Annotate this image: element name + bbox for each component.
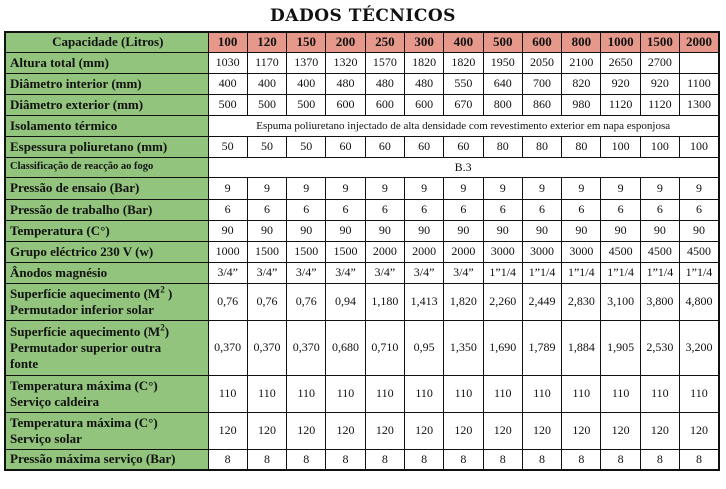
cell-value: 120 xyxy=(287,412,326,449)
cell-value: 8 xyxy=(287,449,326,470)
cell-value: 800 xyxy=(483,94,522,115)
cell-value: 0,76 xyxy=(287,283,326,320)
row-label: Altura total (mm) xyxy=(5,52,208,73)
cell-value: 1030 xyxy=(208,52,247,73)
cell-value: 2100 xyxy=(562,52,601,73)
row-label-part: Permutador superior outra xyxy=(10,339,162,355)
cell-value: 9 xyxy=(680,177,719,199)
cell-value: 1,180 xyxy=(365,283,404,320)
cell-value: 8 xyxy=(483,449,522,470)
cell-value: 980 xyxy=(562,94,601,115)
cell-value: 100 xyxy=(640,136,679,157)
cell-value: 60 xyxy=(365,136,404,157)
cell-value: 120 xyxy=(247,412,286,449)
cell-value: 8 xyxy=(601,449,640,470)
cell-value: 3/4” xyxy=(404,262,443,283)
cell-value: 110 xyxy=(365,375,404,412)
cell-value: 1,789 xyxy=(522,320,561,375)
cell-value: 90 xyxy=(247,220,286,241)
cell-value: 8 xyxy=(680,449,719,470)
cell-value: 920 xyxy=(640,73,679,94)
row-label-superscript: 2 xyxy=(160,322,165,333)
capacity-value: 400 xyxy=(444,32,483,52)
cell-value: 90 xyxy=(483,220,522,241)
cell-value: 120 xyxy=(601,412,640,449)
cell-value: 6 xyxy=(562,199,601,220)
cell-value: 3,200 xyxy=(680,320,719,375)
cell-value: 600 xyxy=(404,94,443,115)
cell-value: 100 xyxy=(601,136,640,157)
cell-value: 3/4” xyxy=(365,262,404,283)
table-row-pens xyxy=(5,177,719,199)
cell-value: 100 xyxy=(680,136,719,157)
cell-value: 90 xyxy=(640,220,679,241)
cell-value: 90 xyxy=(404,220,443,241)
cell-value: 90 xyxy=(601,220,640,241)
cell-value: 1300 xyxy=(680,94,719,115)
cell-value: 8 xyxy=(208,449,247,470)
row-label xyxy=(5,375,208,412)
cell-value: 120 xyxy=(444,412,483,449)
cell-value: 6 xyxy=(326,199,365,220)
cell-value: 500 xyxy=(247,94,286,115)
cell-value: 50 xyxy=(247,136,286,157)
cell-value: 3000 xyxy=(562,241,601,262)
cell-value: 6 xyxy=(247,199,286,220)
cell-value: 2,449 xyxy=(522,283,561,320)
cell-value: 700 xyxy=(522,73,561,94)
row-label: Espessura poliuretano (mm) xyxy=(5,136,208,157)
cell-value: 400 xyxy=(287,73,326,94)
cell-value: 480 xyxy=(404,73,443,94)
cell-value: 9 xyxy=(208,177,247,199)
cell-value: 8 xyxy=(326,449,365,470)
cell-value: 1”1/4 xyxy=(483,262,522,283)
cell-value: 8 xyxy=(365,449,404,470)
cell-value: 6 xyxy=(287,199,326,220)
row-label-part: Temperatura máxima (C°) xyxy=(10,377,158,393)
cell-value: 1,413 xyxy=(404,283,443,320)
table-row-ptrab xyxy=(5,199,719,220)
cell-value: 2000 xyxy=(404,241,443,262)
row-label xyxy=(5,283,208,320)
row-label: Grupo eléctrico 230 V (w) xyxy=(5,241,208,262)
row-label: Ânodos magnésio xyxy=(5,262,208,283)
cell-value: 6 xyxy=(483,199,522,220)
cell-value: 60 xyxy=(444,136,483,157)
cell-value: 6 xyxy=(680,199,719,220)
cell-value: 1820 xyxy=(444,52,483,73)
cell-value: 120 xyxy=(680,412,719,449)
cell-value: 0,95 xyxy=(404,320,443,375)
cell-value: 120 xyxy=(365,412,404,449)
row-label-part: Serviço solar xyxy=(10,430,82,446)
cell-value: 2000 xyxy=(444,241,483,262)
cell-value: 0,94 xyxy=(326,283,365,320)
cell-value: 1”1/4 xyxy=(640,262,679,283)
row-label: Isolamento térmico xyxy=(5,115,208,136)
cell-value: 80 xyxy=(522,136,561,157)
cell-value: 120 xyxy=(404,412,443,449)
cell-value: 0,76 xyxy=(208,283,247,320)
table-row-anodos xyxy=(5,262,719,283)
cell-value: 90 xyxy=(522,220,561,241)
cell-value: 90 xyxy=(365,220,404,241)
cell-value: 3/4” xyxy=(287,262,326,283)
cell-value: 500 xyxy=(208,94,247,115)
cell-value: 6 xyxy=(404,199,443,220)
table-row-tmax-sol xyxy=(5,412,719,449)
capacity-value: 100 xyxy=(208,32,247,52)
cell-value: 80 xyxy=(483,136,522,157)
row-label-part: ) xyxy=(164,323,170,339)
table-row-cap xyxy=(5,32,719,52)
cell-value: 1120 xyxy=(601,94,640,115)
cell-value: 3000 xyxy=(483,241,522,262)
row-label: Diâmetro exterior (mm) xyxy=(5,94,208,115)
cell-value: 1”1/4 xyxy=(680,262,719,283)
cell-value: 1500 xyxy=(326,241,365,262)
cell-value: 110 xyxy=(247,375,286,412)
cell-value: 60 xyxy=(326,136,365,157)
cell-value: 120 xyxy=(562,412,601,449)
capacity-value: 300 xyxy=(404,32,443,52)
table-row-cls xyxy=(5,157,719,177)
cell-value: 2000 xyxy=(365,241,404,262)
cell-value: 6 xyxy=(208,199,247,220)
cell-value: 8 xyxy=(640,449,679,470)
cell-value: 9 xyxy=(365,177,404,199)
row-label-superscript: 2 xyxy=(160,284,165,295)
cell-value: 120 xyxy=(483,412,522,449)
row-label: Pressão de trabalho (Bar) xyxy=(5,199,208,220)
cell-value: 9 xyxy=(444,177,483,199)
cell-value: 1100 xyxy=(680,73,719,94)
capacity-value: 2000 xyxy=(680,32,719,52)
cell-value: 120 xyxy=(522,412,561,449)
cell-value: 4500 xyxy=(680,241,719,262)
cell-value: 50 xyxy=(208,136,247,157)
cell-value: 1,905 xyxy=(601,320,640,375)
row-label xyxy=(5,412,208,449)
row-label xyxy=(5,320,208,375)
cell-value: 2050 xyxy=(522,52,561,73)
cell-value: 90 xyxy=(208,220,247,241)
capacity-value: 200 xyxy=(326,32,365,52)
cell-value: 8 xyxy=(444,449,483,470)
cell-value: 820 xyxy=(562,73,601,94)
capacity-value: 1000 xyxy=(601,32,640,52)
row-label-part: fonte xyxy=(10,355,39,371)
cell-value: 500 xyxy=(287,94,326,115)
cell-value: 4,800 xyxy=(680,283,719,320)
cell-value: 1570 xyxy=(365,52,404,73)
cell-value: 110 xyxy=(680,375,719,412)
row-label-part: Superfície aquecimento (M xyxy=(10,285,161,301)
cell-value: 9 xyxy=(640,177,679,199)
cell-value: 400 xyxy=(247,73,286,94)
cell-value: 9 xyxy=(483,177,522,199)
cell-value: 8 xyxy=(404,449,443,470)
row-spanning-value: B.3 xyxy=(208,157,719,177)
cell-value: 8 xyxy=(522,449,561,470)
row-label: Pressão máxima serviço (Bar) xyxy=(5,449,208,470)
capacity-value: 600 xyxy=(522,32,561,52)
cell-value: 3000 xyxy=(522,241,561,262)
cell-empty xyxy=(680,52,719,73)
cell-value: 2,260 xyxy=(483,283,522,320)
cell-value: 6 xyxy=(522,199,561,220)
row-spanning-value: Espuma poliuretano injectado de alta densidade com revestimento exterior em napa esponjosa xyxy=(208,115,719,136)
cell-value: 6 xyxy=(601,199,640,220)
cell-value: 90 xyxy=(562,220,601,241)
capacity-value: 250 xyxy=(365,32,404,52)
cell-value: 60 xyxy=(404,136,443,157)
table-row-sup-inf xyxy=(5,283,719,320)
cell-value: 110 xyxy=(326,375,365,412)
cell-value: 110 xyxy=(287,375,326,412)
cell-value: 4500 xyxy=(640,241,679,262)
table-row-tmax-cald xyxy=(5,375,719,412)
cell-value: 4500 xyxy=(601,241,640,262)
cell-value: 0,76 xyxy=(247,283,286,320)
capacity-value: 500 xyxy=(483,32,522,52)
cell-value: 1,820 xyxy=(444,283,483,320)
cell-value: 1950 xyxy=(483,52,522,73)
table-row-sup-sup xyxy=(5,320,719,375)
cell-value: 640 xyxy=(483,73,522,94)
cell-value: 9 xyxy=(247,177,286,199)
cell-value: 120 xyxy=(640,412,679,449)
cell-value: 600 xyxy=(326,94,365,115)
cell-value: 9 xyxy=(404,177,443,199)
technical-data-table xyxy=(4,31,720,471)
table-row-grupo xyxy=(5,241,719,262)
cell-value: 1170 xyxy=(247,52,286,73)
cell-value: 670 xyxy=(444,94,483,115)
cell-value: 400 xyxy=(208,73,247,94)
cell-value: 3/4” xyxy=(247,262,286,283)
cell-value: 1,350 xyxy=(444,320,483,375)
cell-value: 9 xyxy=(562,177,601,199)
cell-value: 1500 xyxy=(287,241,326,262)
row-label-part: Temperatura máxima (C°) xyxy=(10,414,158,430)
cell-value: 9 xyxy=(601,177,640,199)
cell-value: 0,370 xyxy=(247,320,286,375)
capacity-value: 150 xyxy=(287,32,326,52)
cell-value: 0,680 xyxy=(326,320,365,375)
cell-value: 920 xyxy=(601,73,640,94)
capacity-label: Capacidade (Litros) xyxy=(5,32,208,52)
capacity-value: 120 xyxy=(247,32,286,52)
cell-value: 110 xyxy=(522,375,561,412)
row-label-part: Superfície aquecimento (M xyxy=(10,323,161,339)
cell-value: 1500 xyxy=(247,241,286,262)
cell-value: 90 xyxy=(680,220,719,241)
cell-value: 120 xyxy=(326,412,365,449)
cell-value: 1”1/4 xyxy=(562,262,601,283)
cell-value: 2,530 xyxy=(640,320,679,375)
cell-value: 120 xyxy=(208,412,247,449)
cell-value: 9 xyxy=(522,177,561,199)
capacity-value: 800 xyxy=(562,32,601,52)
table-row-dint xyxy=(5,73,719,94)
cell-value: 1”1/4 xyxy=(522,262,561,283)
table-row-altura xyxy=(5,52,719,73)
cell-value: 1120 xyxy=(640,94,679,115)
cell-value: 550 xyxy=(444,73,483,94)
cell-value: 90 xyxy=(287,220,326,241)
cell-value: 1320 xyxy=(326,52,365,73)
cell-value: 600 xyxy=(365,94,404,115)
row-label-part: Permutador inferior solar xyxy=(10,301,154,317)
row-label-part: Serviço caldeira xyxy=(10,393,100,409)
row-label: Diâmetro interior (mm) xyxy=(5,73,208,94)
row-label-part: ) xyxy=(164,285,173,301)
cell-value: 1370 xyxy=(287,52,326,73)
cell-value: 3/4” xyxy=(444,262,483,283)
cell-value: 6 xyxy=(444,199,483,220)
cell-value: 80 xyxy=(562,136,601,157)
cell-value: 110 xyxy=(562,375,601,412)
cell-value: 110 xyxy=(483,375,522,412)
cell-value: 8 xyxy=(247,449,286,470)
table-row-iso xyxy=(5,115,719,136)
cell-value: 6 xyxy=(640,199,679,220)
cell-value: 1820 xyxy=(404,52,443,73)
cell-value: 2,830 xyxy=(562,283,601,320)
table-row-pmax xyxy=(5,449,719,470)
cell-value: 3/4” xyxy=(326,262,365,283)
cell-value: 1”1/4 xyxy=(601,262,640,283)
cell-value: 1,884 xyxy=(562,320,601,375)
cell-value: 3/4” xyxy=(208,262,247,283)
cell-value: 110 xyxy=(404,375,443,412)
row-label: Temperatura (C°) xyxy=(5,220,208,241)
cell-value: 2700 xyxy=(640,52,679,73)
table-row-esp xyxy=(5,136,719,157)
cell-value: 1000 xyxy=(208,241,247,262)
row-label: Classificação de reacção ao fogo xyxy=(5,157,208,177)
cell-value: 9 xyxy=(287,177,326,199)
cell-value: 90 xyxy=(444,220,483,241)
capacity-value: 1500 xyxy=(640,32,679,52)
cell-value: 9 xyxy=(326,177,365,199)
cell-value: 110 xyxy=(601,375,640,412)
cell-value: 1,690 xyxy=(483,320,522,375)
cell-value: 110 xyxy=(208,375,247,412)
cell-value: 8 xyxy=(562,449,601,470)
cell-value: 6 xyxy=(365,199,404,220)
cell-value: 3,100 xyxy=(601,283,640,320)
cell-value: 90 xyxy=(326,220,365,241)
cell-value: 3,800 xyxy=(640,283,679,320)
cell-value: 50 xyxy=(287,136,326,157)
row-label: Pressão de ensaio (Bar) xyxy=(5,177,208,199)
cell-value: 0,710 xyxy=(365,320,404,375)
cell-value: 2650 xyxy=(601,52,640,73)
cell-value: 0,370 xyxy=(287,320,326,375)
cell-value: 480 xyxy=(326,73,365,94)
table-row-dext xyxy=(5,94,719,115)
cell-value: 0,370 xyxy=(208,320,247,375)
page-title: DADOS TÉCNICOS xyxy=(270,6,456,26)
table-row-temp xyxy=(5,220,719,241)
cell-value: 110 xyxy=(444,375,483,412)
cell-value: 110 xyxy=(640,375,679,412)
cell-value: 480 xyxy=(365,73,404,94)
cell-value: 860 xyxy=(522,94,561,115)
